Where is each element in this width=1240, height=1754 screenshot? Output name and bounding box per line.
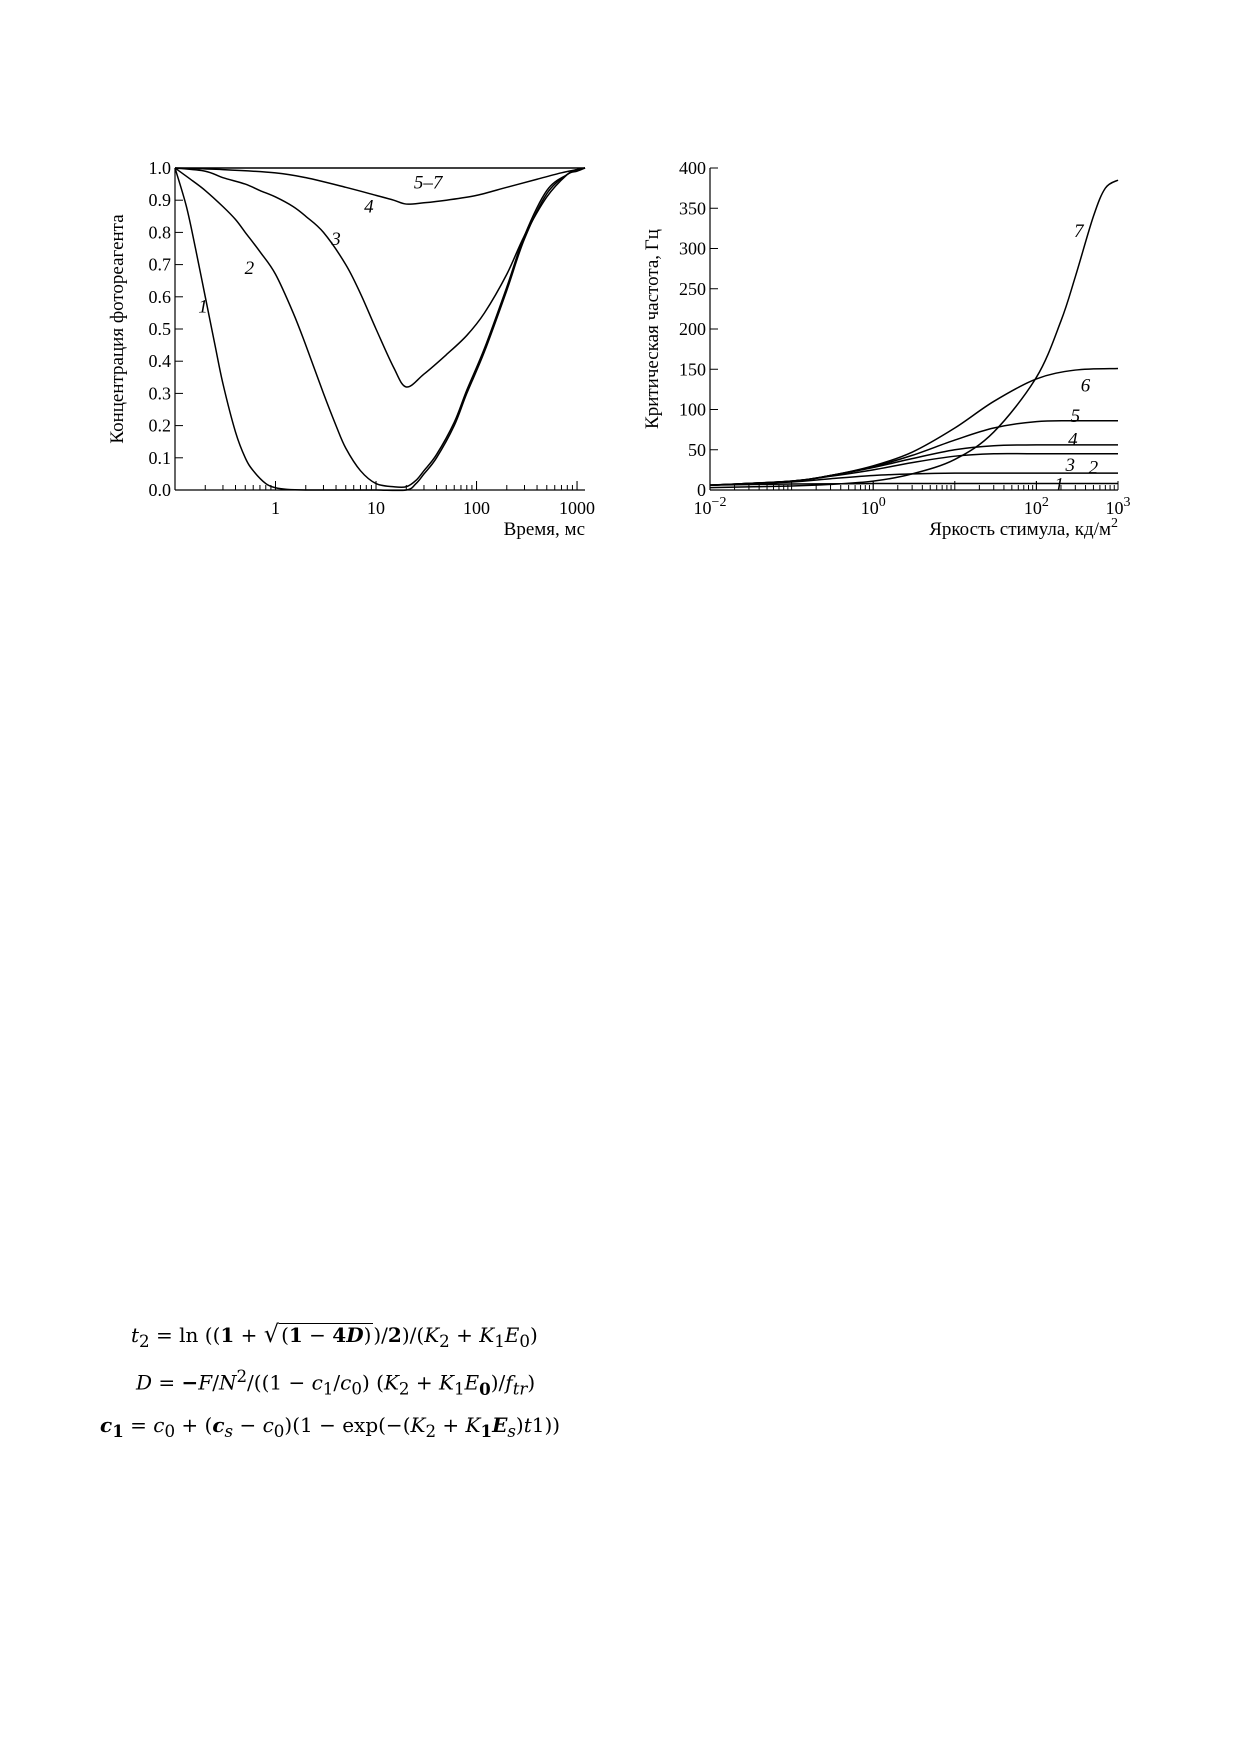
- y-tick-label: 0.1: [148, 447, 171, 468]
- y-tick-label: 0.9: [148, 190, 171, 211]
- y-tick-label: 100: [679, 399, 706, 420]
- series-label-1: 1: [1054, 474, 1064, 496]
- x-tick-label: $10^3$: [1105, 495, 1131, 518]
- y-tick-label: 0.0: [148, 480, 171, 500]
- y-tick-label: 150: [679, 359, 706, 380]
- x-tick-label: 10: [367, 498, 386, 518]
- series-label-2: 2: [244, 257, 255, 279]
- y-tick-label: 1.0: [148, 158, 171, 178]
- series-label-2: 2: [1088, 457, 1099, 479]
- y-tick-label: 250: [679, 278, 706, 299]
- formula-t2: $t_2 = \ln ((1$ + √ (1 − 4D) )$/2)/(K_2 + K_1E_0)$: [131, 1320, 538, 1351]
- series-label-7: 7: [1073, 220, 1084, 242]
- formula-D: $D = -F/N^2/((1 - c_1/c_0) (K_2 + K_1E_0)/f_{tr})$: [136, 1367, 536, 1399]
- y-tick-label: 0.4: [148, 351, 171, 372]
- series-label-5–7: 5–7: [413, 172, 443, 194]
- x-axis-title: Время, мс: [503, 519, 585, 540]
- series-label-3: 3: [1065, 455, 1076, 477]
- y-tick-label: 0.7: [148, 254, 171, 275]
- y-tick-label: 0.5: [148, 319, 171, 339]
- y-axis-title: Концентрация фотореагента: [107, 214, 128, 444]
- y-tick-label: 400: [679, 158, 706, 178]
- right-chart: [0, 0, 1240, 600]
- x-tick-label: 100: [463, 498, 491, 518]
- y-tick-label: 200: [679, 319, 706, 339]
- y-tick-label: 0.2: [148, 415, 171, 436]
- x-axis-title: Яркость стимула, $кд/м^2$: [929, 516, 1118, 540]
- series-label-5: 5: [1070, 405, 1081, 427]
- x-tick-label: $10^0$: [860, 495, 886, 518]
- y-axis-title: Критическая частота, Гц: [642, 229, 663, 429]
- series-label-6: 6: [1080, 375, 1091, 397]
- x-tick-label: $10^2$: [1023, 495, 1049, 518]
- y-tick-label: 0: [697, 480, 706, 500]
- y-tick-label: 50: [688, 439, 706, 460]
- series-label-4: 4: [364, 196, 374, 218]
- series-label-4: 4: [1068, 429, 1078, 451]
- y-tick-label: 0.8: [148, 222, 171, 243]
- x-tick-label: 1000: [559, 498, 596, 518]
- series-line-6: [710, 368, 1118, 485]
- formula-c1: $c_1 = c_0 + (c_s - c_0)(1 - \exp(-(K_2 + K_1E_s)t1))$: [100, 1413, 561, 1441]
- y-tick-label: 0.6: [148, 286, 171, 307]
- y-tick-label: 350: [679, 198, 706, 219]
- y-tick-label: 0.3: [148, 383, 171, 404]
- x-tick-label: $10^{-2}$: [693, 495, 727, 518]
- series-label-3: 3: [331, 228, 341, 250]
- series-line-7: [710, 180, 1118, 488]
- x-tick-label: 1: [271, 498, 281, 518]
- series-label-1: 1: [198, 296, 208, 318]
- y-tick-label: 300: [679, 238, 706, 259]
